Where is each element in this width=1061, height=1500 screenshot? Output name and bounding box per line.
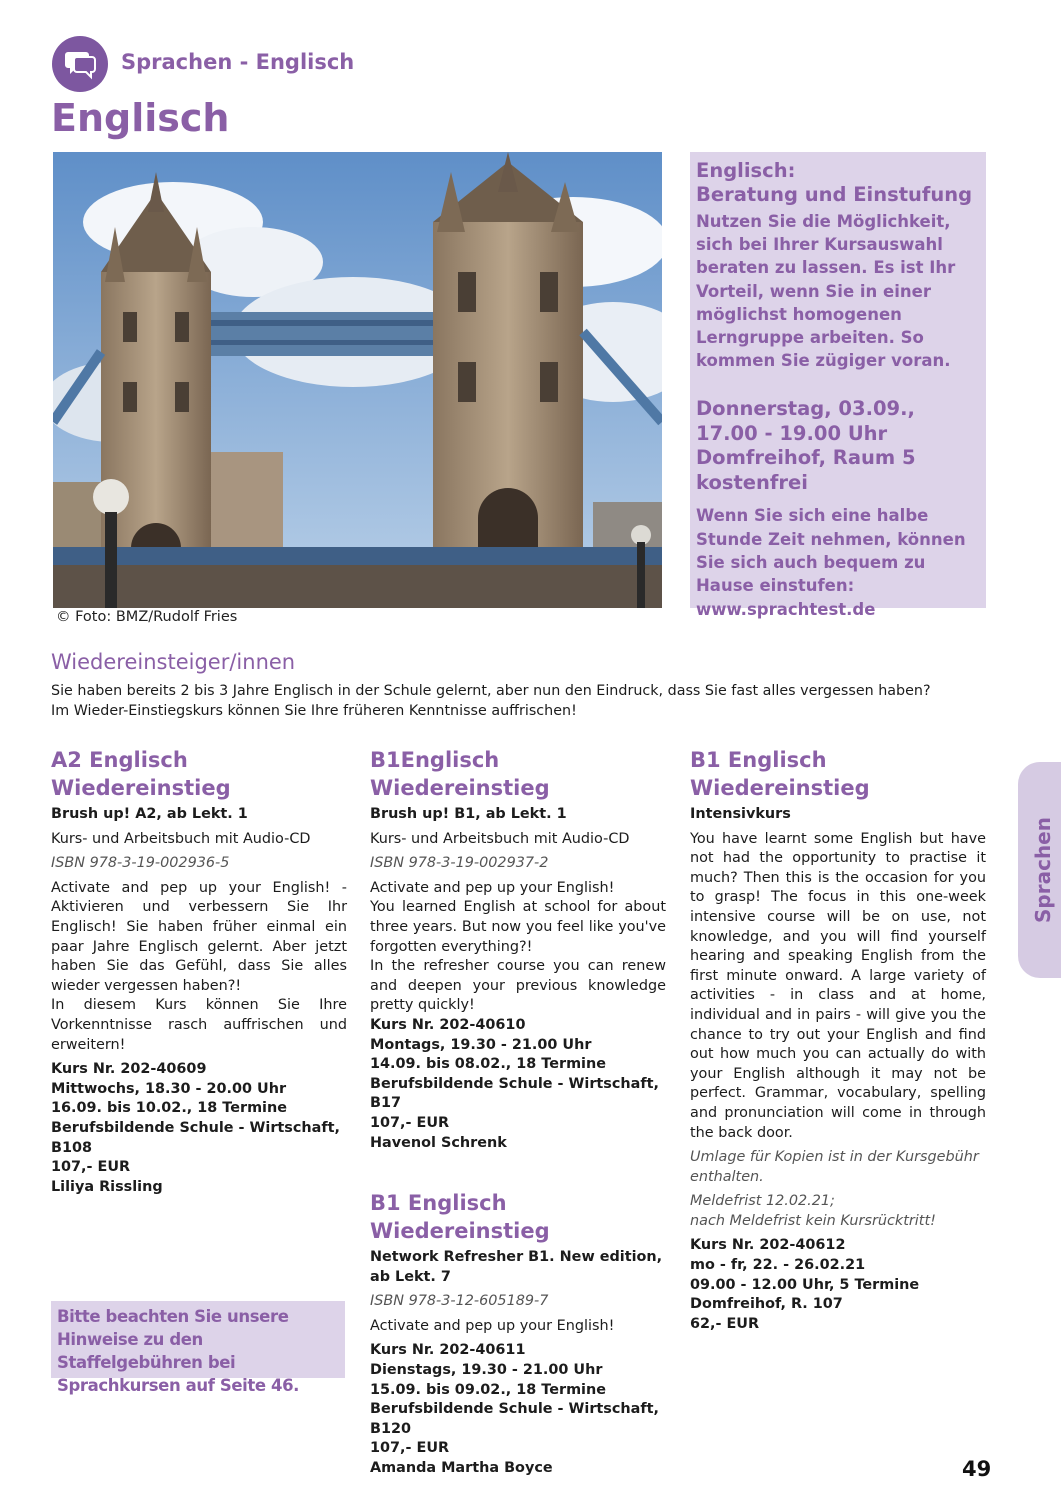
course-details: Kurs Nr. 202-40611 Dienstags, 19.30 - 21.00 Uhr 15.09. bis 09.02., 18 Termine Berufsbildende Schule - Wirtschaft, B120 107,- EUR Amanda Martha Boyce	[370, 1342, 659, 1477]
info-box-title: Englisch: Beratung und Einstufung	[696, 159, 973, 206]
course-book: Network Refresher B1. New edition, ab Lekt. 7	[370, 1249, 663, 1285]
category-title: Sprachen - Englisch	[121, 50, 355, 74]
course-title: B1 Englisch Wiedereinstieg	[370, 1191, 550, 1244]
course-book: Brush up! A2, ab Lekt. 1	[51, 806, 248, 822]
page-title: Englisch	[51, 96, 230, 140]
side-tab-sprachen[interactable]	[1018, 762, 1061, 978]
side-tab-label: Sprachen	[1031, 817, 1055, 923]
photo-credit: © Foto: BMZ/Rudolf Fries	[56, 609, 238, 625]
course-a2	[51, 746, 347, 1197]
course-title: B1Englisch Wiedereinstieg	[370, 748, 550, 800]
info-box-test-text: Wenn Sie sich eine halbe Stunde Zeit nehmen, können Sie sich auch bequem zu Hause einstufen: www.sprachtest.de	[696, 504, 978, 620]
course-description: You have learnt some English but have not had the opportunity to practise it much? Then this is the occasion for you to grasp! The focus in this one-week intensive course will be on use, not knowledge, and you will find yourself hearing and speaking English from the first minute onward. A large variety of activities - in class and at home, individual and in pairs - will give you the chance to try out your English and find out how much you can actually do with your English although it may not be perfect. Grammar, vocabulary, spelling and pronunciation will come in through the back door.	[690, 830, 986, 1141]
course-title: B1 Englisch Wiedereinstieg	[690, 748, 870, 800]
course-description: Activate and pep up your English! You learned English at school for about three years. But now you feel like you've forgotten everything?! In the refresher course you can renew and deepen your previous knowledge pretty quickly!	[370, 879, 666, 1014]
sprachtest-link[interactable]: www.sprachtest.de	[696, 599, 876, 619]
course-details: Kurs Nr. 202-40609 Mittwochs, 18.30 - 20.00 Uhr 16.09. bis 10.02., 18 Termine Berufsbildende Schule - Wirtschaft, B108 107,- EUR Liliya Rissling	[51, 1061, 340, 1195]
info-box-text: Nutzen Sie die Möglichkeit, sich bei Ihrer Kursauswahl beraten zu lassen. Es ist Ihr Vorteil, wenn Sie in einer möglichst homogenen Lerngruppe arbeiten. So kommen Sie zügiger voran.	[696, 212, 956, 371]
speech-bubbles-icon	[52, 36, 108, 92]
course-isbn: ISBN 978-3-19-002937-2	[370, 855, 549, 872]
course-description: Activate and pep up your English!	[370, 1317, 615, 1334]
course-note-deadline: Meldefrist 12.02.21; nach Meldefrist kein Kursrücktritt!	[690, 1193, 936, 1229]
course-note-copies: Umlage für Kopien ist in der Kursgebühr enthalten.	[690, 1149, 979, 1185]
section-intro: Sie haben bereits 2 bis 3 Jahre Englisch in der Schule gelernt, aber nun den Eindruck, dass Sie fast alles vergessen haben? Im Wieder-Einstiegskurs können Sie Ihre früheren Kenntnisse auffrischen!	[51, 683, 931, 719]
course-details: Kurs Nr. 202-40612 mo - fr, 22. - 26.02.21 09.00 - 12.00 Uhr, 5 Termine Domfreihof, R. 107 62,- EUR	[690, 1237, 920, 1332]
tower-bridge-photo	[53, 152, 662, 608]
course-material: Kurs- und Arbeitsbuch mit Audio-CD	[370, 830, 630, 847]
course-title: A2 Englisch Wiedereinstieg	[51, 748, 231, 800]
page-number: 49	[962, 1457, 992, 1481]
fee-notice-box: Bitte beachten Sie unsere Hinweise zu den Staffelgebühren bei Sprachkursen auf Seite 46.	[51, 1301, 345, 1378]
course-b1-intensive	[690, 746, 986, 1334]
course-isbn: ISBN 978-3-19-002936-5	[51, 855, 230, 872]
course-b1-1	[370, 746, 666, 1479]
course-book: Brush up! B1, ab Lekt. 1	[370, 806, 567, 822]
course-subtitle: Intensivkurs	[690, 806, 791, 822]
section-heading: Wiedereinsteiger/innen	[51, 650, 296, 674]
course-description: Activate and pep up your English! - Aktivieren und verbessern Sie Ihr Englisch! Sie haben früher einmal ein paar Jahre Englisch gelernt. Aber jetzt haben Sie das Gefühl, dass Sie alles wieder vergessen haben?! In diesem Kurs können Sie Ihre Vorkenntnisse rasch auffrischen und erweitern!	[51, 879, 347, 1053]
consultation-info-box	[690, 152, 986, 619]
course-isbn: ISBN 978-3-12-605189-7	[370, 1293, 549, 1310]
course-material: Kurs- und Arbeitsbuch mit Audio-CD	[51, 830, 311, 847]
course-details: Kurs Nr. 202-40610 Montags, 19.30 - 21.00 Uhr 14.09. bis 08.02., 18 Termine Berufsbildende Schule - Wirtschaft, B17 107,- EUR Havenol Schrenk	[370, 1016, 659, 1151]
info-box-event: Donnerstag, 03.09., 17.00 - 19.00 Uhr Domfreihof, Raum 5 kostenfrei	[696, 397, 916, 494]
